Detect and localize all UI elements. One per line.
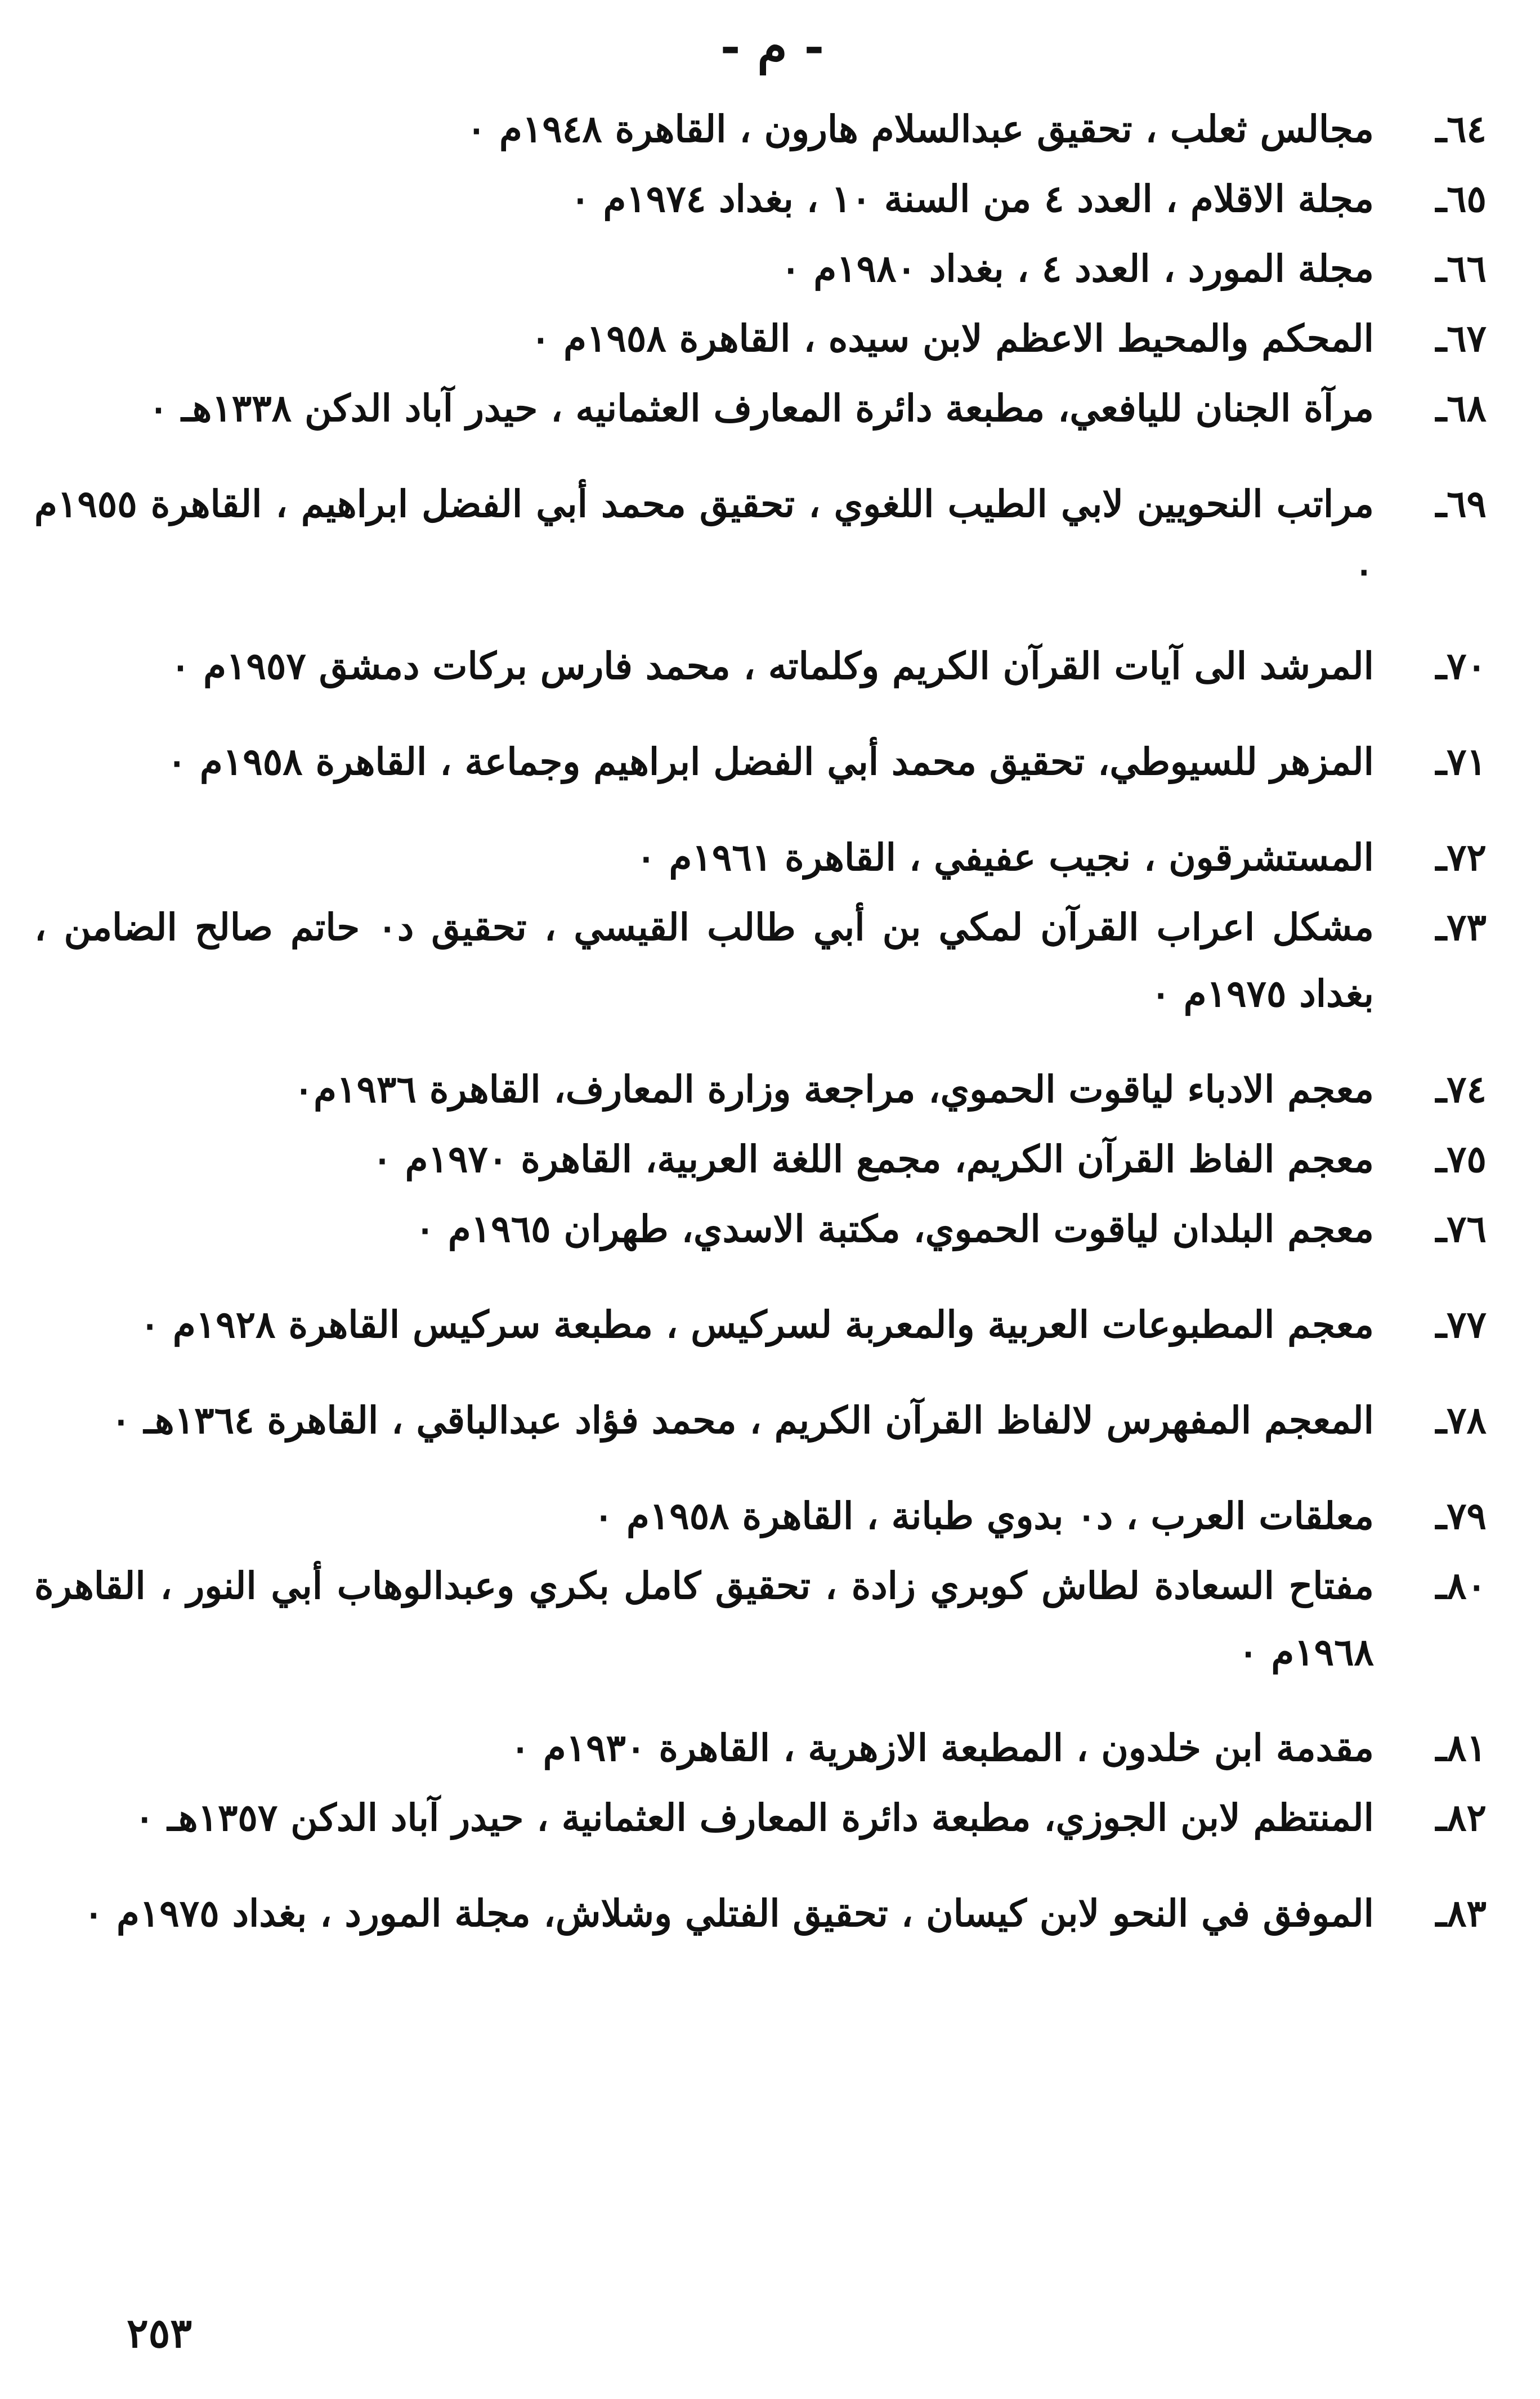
entry-number: ٦٩ـ <box>1435 482 1487 526</box>
entry-text: مجلة المورد ، العدد ٤ ، بغداد ١٩٨٠م ٠ <box>780 247 1374 290</box>
entry-number: ٧٢ـ <box>1435 835 1487 879</box>
entry-number: ٧٠ـ <box>1435 644 1487 688</box>
bibliography-entry <box>34 1483 1487 1549</box>
entry-text: معجم الادباء لياقوت الحموي، مراجعة وزارة المعارف، القاهرة ١٩٣٦م٠ <box>293 1067 1374 1111</box>
entry-number: ٨١ـ <box>1435 1726 1487 1770</box>
bibliography-entry <box>34 1291 1487 1358</box>
entry-number: ٦٥ـ <box>1435 177 1487 221</box>
bibliography-entry <box>34 471 1487 603</box>
entry-text: مجلة الاقلام ، العدد ٤ من السنة ١٠ ، بغداد ١٩٧٤م ٠ <box>570 177 1374 221</box>
entry-text: المزهر للسيوطي، تحقيق محمد أبي الفضل ابراهيم وجماعة ، القاهرة ١٩٥٨م ٠ <box>167 740 1374 784</box>
bibliography-entry <box>34 824 1487 890</box>
entry-text: معجم الفاظ القرآن الكريم، مجمع اللغة العربية، القاهرة ١٩٧٠م ٠ <box>372 1137 1374 1181</box>
entry-text: معجم المطبوعات العربية والمعربة لسركيس ، مطبعة سركيس القاهرة ١٩٢٨م ٠ <box>140 1303 1374 1346</box>
entry-number: ٦٦ـ <box>1435 247 1487 290</box>
entry-text: مراتب النحويين لابي الطيب اللغوي ، تحقيق محمد أبي الفضل ابراهيم ، القاهرة ١٩٥٥م ٠ <box>34 482 1374 592</box>
entry-text: المحكم والمحيط الاعظم لابن سيده ، القاهرة ١٩٥٨م ٠ <box>530 316 1374 360</box>
page-number: ٢٥٣ <box>127 2309 192 2357</box>
bibliography-entry <box>34 1387 1487 1453</box>
bibliography-entry <box>34 728 1487 795</box>
bibliography-entry <box>34 1196 1487 1262</box>
entry-text: المستشرقون ، نجيب عفيفي ، القاهرة ١٩٦١م ٠ <box>636 835 1374 879</box>
entry-number: ٨٢ـ <box>1435 1796 1487 1839</box>
entry-number: ٧٤ـ <box>1435 1067 1487 1111</box>
bibliography-entry <box>34 894 1487 1027</box>
entry-text: مقدمة ابن خلدون ، المطبعة الازهرية ، القاهرة ١٩٣٠م ٠ <box>510 1726 1374 1770</box>
bibliography-entry <box>34 1784 1487 1851</box>
entry-text: مشكل اعراب القرآن لمكي بن أبي طالب القيسي ، تحقيق د٠ حاتم صالح الضامن ، بغداد ١٩٧٥م ٠ <box>34 905 1374 1015</box>
bibliography-entry <box>34 1056 1487 1122</box>
bibliography-entry <box>34 96 1487 162</box>
bibliography-entry <box>34 1880 1487 1946</box>
bibliography-list <box>34 96 1487 1946</box>
entry-number: ٦٤ـ <box>1435 107 1487 151</box>
entry-text: المنتظم لابن الجوزي، مطبعة دائرة المعارف العثمانية ، حيدر آباد الدكن ١٣٥٧هـ ٠ <box>134 1796 1374 1839</box>
entry-number: ٧٣ـ <box>1435 905 1487 949</box>
entry-number: ٨٣ـ <box>1435 1891 1487 1935</box>
bibliography-entry <box>34 165 1487 232</box>
entry-number: ٦٨ـ <box>1435 386 1487 430</box>
page-marker: - م - <box>720 18 825 75</box>
entry-text: مفتاح السعادة لطاش كوبري زادة ، تحقيق كامل بكري وعبدالوهاب أبي النور ، القاهرة ١٩٦٨م ٠ <box>34 1564 1374 1674</box>
bibliography-entry <box>34 633 1487 699</box>
page-header <box>0 16 1540 78</box>
entry-text: المرشد الى آيات القرآن الكريم وكلماته ، محمد فارس بركات دمشق ١٩٥٧م ٠ <box>170 644 1374 688</box>
bibliography-entry <box>34 1715 1487 1781</box>
bibliography-entry <box>34 305 1487 372</box>
bibliography-entry <box>34 375 1487 441</box>
entry-text: معجم البلدان لياقوت الحموي، مكتبة الاسدي، طهران ١٩٦٥م ٠ <box>415 1207 1374 1251</box>
entry-text: معلقات العرب ، د٠ بدوي طبانة ، القاهرة ١٩٥٨م ٠ <box>593 1494 1374 1538</box>
entry-number: ٧٨ـ <box>1435 1398 1487 1442</box>
entry-number: ٧١ـ <box>1435 740 1487 784</box>
entry-text: الموفق في النحو لابن كيسان ، تحقيق الفتلي وشلاش، مجلة المورد ، بغداد ١٩٧٥م ٠ <box>83 1891 1374 1935</box>
entry-number: ٨٠ـ <box>1435 1564 1487 1608</box>
entry-number: ٧٩ـ <box>1435 1494 1487 1538</box>
entry-number: ٧٦ـ <box>1435 1207 1487 1251</box>
entry-text: مجالس ثعلب ، تحقيق عبدالسلام هارون ، القاهرة ١٩٤٨م ٠ <box>466 107 1374 151</box>
entry-text: المعجم المفهرس لالفاظ القرآن الكريم ، محمد فؤاد عبدالباقي ، القاهرة ١٣٦٤هـ ٠ <box>111 1398 1374 1442</box>
bibliography-entry <box>34 235 1487 302</box>
entry-number: ٦٧ـ <box>1435 316 1487 360</box>
bibliography-entry <box>34 1126 1487 1192</box>
entry-text: مرآة الجنان لليافعي، مطبعة دائرة المعارف العثمانيه ، حيدر آباد الدكن ١٣٣٨هـ ٠ <box>148 386 1374 430</box>
entry-number: ٧٧ـ <box>1435 1303 1487 1346</box>
bibliography-entry <box>34 1552 1487 1685</box>
entry-number: ٧٥ـ <box>1435 1137 1487 1181</box>
